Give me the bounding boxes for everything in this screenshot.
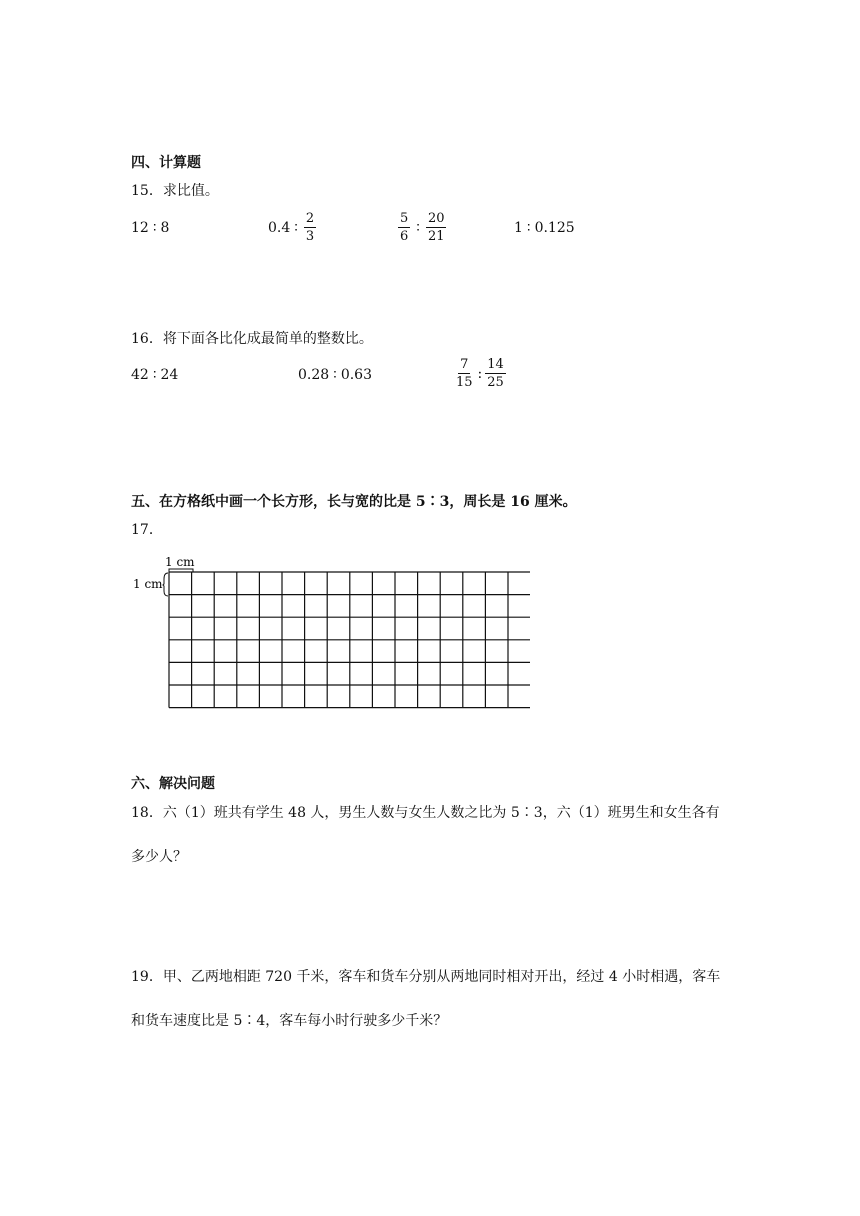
question-16-text: 16．将下面各比化成最简单的整数比。 bbox=[131, 331, 373, 347]
denominator: 6 bbox=[400, 229, 409, 244]
term: 0.125 bbox=[534, 220, 575, 236]
term: 8 bbox=[160, 220, 170, 236]
numerator: 14 bbox=[487, 357, 504, 372]
question-17-text: 17． bbox=[131, 522, 163, 538]
grid-label-left: 1 cm bbox=[133, 577, 163, 591]
q15-expression-1 bbox=[131, 220, 169, 236]
ratio-sign: ∶ bbox=[333, 367, 337, 383]
fraction bbox=[454, 356, 475, 391]
denominator: 25 bbox=[487, 375, 504, 390]
ratio-sign: : bbox=[477, 365, 483, 382]
section-5-title: 五、在方格纸中画一个长方形，长与宽的比是 5∶3，周长是 16 厘米。 bbox=[131, 494, 577, 510]
numerator: 2 bbox=[305, 211, 315, 226]
ratio-sign: ∶ bbox=[152, 367, 157, 383]
fraction bbox=[398, 210, 410, 245]
ratio-sign: ∶ bbox=[526, 220, 531, 236]
term: 42 bbox=[131, 367, 149, 383]
grid-label-top: 1 cm bbox=[165, 555, 195, 569]
term: 24 bbox=[160, 367, 179, 383]
ratio-sign: ∶ bbox=[152, 220, 157, 236]
question-18-text: 18．六（1）班共有学生 48 人，男生人数与女生人数之比为 5∶3，六（1）班男生和女生各有多少人？ bbox=[131, 805, 720, 865]
fraction bbox=[426, 210, 447, 245]
section-4-title: 四、计算题 bbox=[131, 155, 201, 171]
q16-expression-1 bbox=[131, 367, 178, 383]
question-19-text: 19．甲、乙两地相距 720 千米，客车和货车分别从两地同时相对开出，经过 4 小时相遇，客车和货车速度比是 5∶4，客车每小时行驶多少千米？ bbox=[131, 969, 721, 1029]
numerator: 5 bbox=[400, 211, 409, 226]
square-grid bbox=[128, 552, 530, 714]
denominator: 3 bbox=[305, 229, 315, 244]
denominator: 21 bbox=[427, 229, 445, 244]
numerator: 20 bbox=[427, 211, 445, 226]
ratio-sign: ∶ bbox=[294, 219, 298, 236]
numerator: 7 bbox=[460, 357, 469, 372]
term: 0.4 bbox=[268, 219, 291, 236]
grid-lines bbox=[169, 572, 530, 708]
denominator: 15 bbox=[456, 375, 473, 390]
section-6-title: 六、解决问题 bbox=[131, 776, 215, 792]
term: 1 bbox=[514, 220, 523, 236]
term: 0.63 bbox=[340, 367, 372, 383]
grid-brace-left bbox=[163, 573, 168, 596]
q15-expression-3 bbox=[396, 210, 448, 245]
question-15-text: 15．求比值。 bbox=[131, 183, 219, 199]
fraction bbox=[485, 356, 506, 391]
term: 12 bbox=[131, 220, 149, 236]
fraction bbox=[304, 210, 316, 245]
q15-expression-2 bbox=[268, 210, 318, 245]
q16-expression-3 bbox=[452, 356, 508, 391]
q16-expression-2 bbox=[298, 367, 372, 383]
q15-expression-4 bbox=[514, 220, 575, 236]
ratio-sign: ∶ bbox=[416, 219, 420, 236]
term: 0.28 bbox=[298, 367, 330, 383]
